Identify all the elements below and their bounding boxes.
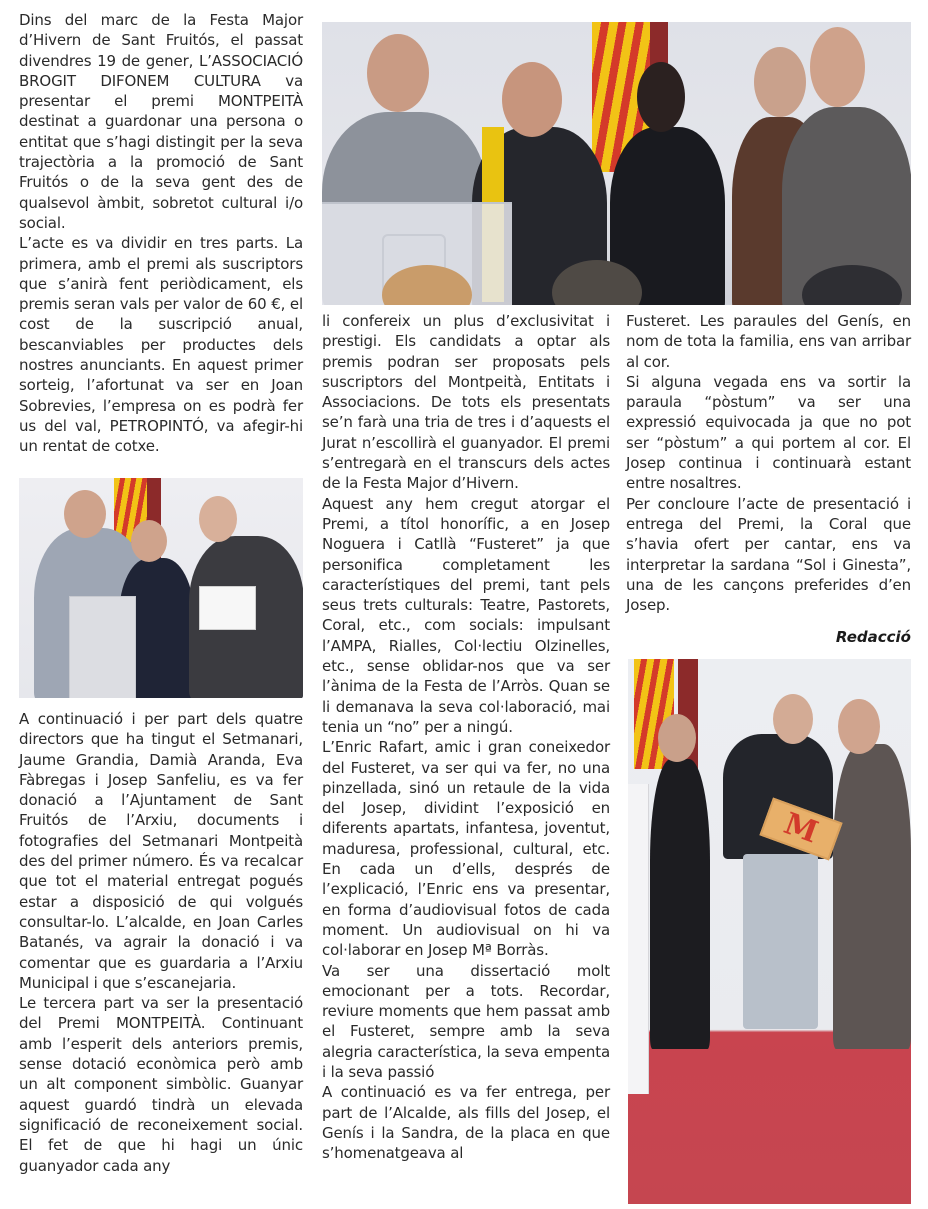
person-scarf-head [502,62,562,137]
photo-handshake [19,478,303,698]
paragraph-postum: Si alguna vegada ens va sortir la paraula “pòstum” va ser una expressió equivocada ja que no pot ser “pòstum” a qui portem al cor. El Josep continua i continuarà estant entre nosaltres. [626,372,911,493]
column-1-top-text [19,10,303,457]
paragraph-archive-donation: A continuació i per part dels quatre directors que ha tingut el Setmanari, Jaume Grandia, Damià Aranda, Eva Fàbregas i Josep Sanfeliu, es va fer donació a l’Ajuntament de Sant Fruitós de l’Arxiu, documents i fotografies del Setmanari Montpeità des del primer número. És va recalcar que tot el material entregat pogués estar a disposició de qui volgués consultar-lo. L’alcalde, en Joan Carles Batanés, va agrair la donació i va comentar que es guardaria a l’Arxiu Municipal i que s’escanejaria. [19,710,303,992]
photo-stage-group [322,22,911,305]
person-woman-head [637,62,685,132]
paragraph-third-part: Le tercera part va ser la presentació del Premi MONTPEITÀ. Continuant amb l’esperit dels anteriors premis, sense dotació econòmica però amb un alt component simbòlic. Guanyar aquest guardó tindrà un elevada significació de reconeixement social. El fet de que hi hagi un únic guanyador cada any [19,994,303,1175]
person-middle-head [131,520,167,562]
column-1-bottom-text [19,709,303,1176]
person-mayor [833,744,911,1049]
lectern [69,596,136,698]
paragraph-plaque-delivery: A continuació es va fer entrega, per part de l’Alcalde, als fills del Josep, el Genís i la Sandra, de la placa en que s’homenatgeava al [322,1083,610,1163]
person-man-head [773,694,813,744]
column-2-text [322,311,610,1163]
person-speaker-head [367,34,429,112]
paragraph-honorary-award: Aquest any hem cregut atorgar el Premi, a títol honorífic, a en Josep Noguera i Catllà “Fusteret” ja que personifica completament les característiques del premi, tant pels seus trets culturals: Teatre, Pastorets, Coral, etc., com socials: impulsant l’AMPA, Rialles, Col·lectiu Olzinelles, etc., sense oblidar-nos que va ser l’ànima de la Festa de l’Arròs. Quan se li demanava la seva col·laboració, mai tenia un “no” per a ningú. [322,494,610,736]
paragraph-first-part: L’acte es va dividir en tres parts. La primera, amb el premi als suscriptors que s’anirà fent periòdicament, els premis seran vals per valor de 60 €, el cost de la suscripció anual, bescanviables per productes dels nostres anunciants. En aquest primer sorteig, l’afortunat va ser en Joan Sobrevies, l’empresa on es podrà fer us del val, PETROPINTÓ, va afegir-hi un rentat de cotxe. [19,234,303,456]
person-man-jeans [743,854,818,1029]
paragraph-exclusivity: li confereix un plus d’exclusivitat i prestigi. Els candidats a optar als premis podran ser proposats pels suscriptors del Montpeità, Entitats i Associacions. De tots els presentats se’n farà una tria de tres i d’aquests el Jurat n’escollirà el guanyador. El premi s’entregarà en el transcurs dels actes de la Festa Major d’Hivern. [322,312,610,493]
person-woman [650,759,710,1049]
lectern [628,784,649,1094]
person-woman-head [658,714,696,762]
paragraph-conclusion: Per concloure l’acte de presentació i entrega del Premi, la Coral que s’havia ofert per cantar, ens va interpretar la sardana “Sol i Ginesta”, una de les cançons preferides d’en Josep. [626,494,911,615]
paragraph-dissertation: Va ser una dissertació molt emocionant per a tots. Recordar, reviure moments que hem passat amb el Fusteret, sempre amb la seva alegria característica, la seva empenta i la seva passió [322,961,610,1081]
person-right-head [199,496,237,542]
person-mayor-head [838,699,880,754]
column-3-text [626,311,911,615]
paragraph-intro: Dins del marc de la Festa Major d’Hivern de Sant Fruitós, el passat divendres 19 de gener, L’ASSOCIACIÓ BROGIT DIFONEM CULTURA va presentar el premi MONTPEITÀ destinat a guardonar una persona o entitat que s’hagi distingit per la seva trajectòria a la promoció de Sant Fruitós o de la seva gent des de qualsevol àmbit, sobretot cultural i/o social. [19,11,303,232]
article-signature: Redacció [835,628,911,646]
document-folder [199,586,256,630]
person-mayor-head [810,27,865,107]
paragraph-enric-rafart: L’Enric Rafart, amic i gran coneixedor del Fusteret, va ser qui va fer, no una pinzellada, sinó un retaule de la vida del Josep, dividint l’exposició en diferents apartats, infantesa, joventut, maduresa, professional, cultural, etc. En cada un d’ells, després de l’explicació, l’Enric ens va presentar, en forma d’audiovisual fotos de cada moment. Un audiovisual on hi va col·laborar en Josep Mª Borràs. [322,738,610,960]
paragraph-genis-words: Fusteret. Les paraules del Genís, en nom de tota la familia, ens van arribar al cor. [626,312,911,371]
photo-plaque-presentation [628,659,911,1204]
person-older-man-head [754,47,806,117]
person-left-head [64,490,106,538]
